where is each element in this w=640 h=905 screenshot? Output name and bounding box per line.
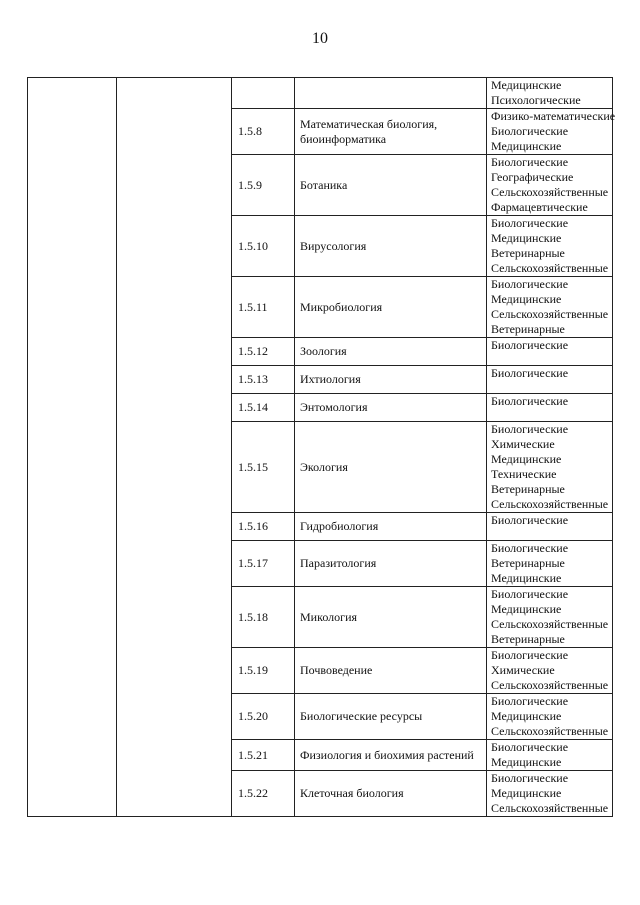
specialty-name: Почвоведение [295, 648, 487, 694]
science-branches [487, 513, 613, 541]
specialty-code: 1.5.10 [232, 216, 295, 277]
science-branches [487, 422, 613, 513]
specialty-code: 1.5.14 [232, 394, 295, 422]
science-branch: Медицинские [491, 755, 562, 769]
science-branch: Биологические [491, 422, 569, 436]
specialty-name: Микробиология [295, 277, 487, 338]
specialty-name: Энтомология [295, 394, 487, 422]
science-branch: Биологические [491, 155, 569, 169]
science-branch: Сельскохозяйственные [491, 724, 609, 738]
science-branch: Медицинские [491, 571, 562, 585]
table-body [28, 78, 616, 817]
science-branch: Ветеринарные [491, 556, 565, 570]
specialty-name: Микология [295, 587, 487, 648]
science-branch: Сельскохозяйственные [491, 307, 609, 321]
science-branch: Биологические [491, 338, 569, 352]
science-branches [487, 78, 613, 109]
specialty-code: 1.5.18 [232, 587, 295, 648]
science-branch: Медицинские [491, 292, 562, 306]
science-branch: Сельскохозяйственные [491, 497, 609, 511]
science-branches [487, 648, 613, 694]
specialty-code: 1.5.16 [232, 513, 295, 541]
science-branch: Биологические [491, 366, 569, 380]
science-branch: Сельскохозяйственные [491, 678, 609, 692]
science-branches [487, 771, 613, 817]
science-branches [487, 338, 613, 366]
science-branch: Биологические [491, 216, 569, 230]
science-branch: Медицинские [491, 709, 562, 723]
science-branches [487, 694, 613, 740]
page-number: 10 [312, 30, 328, 47]
specialty-name: Биологические ресурсы [295, 694, 487, 740]
science-branch: Медицинские [491, 139, 562, 153]
science-branch: Биологические [491, 394, 569, 408]
science-branches [487, 277, 613, 338]
specialty-name: Гидробиология [295, 513, 487, 541]
specialty-name: Ботаника [295, 155, 487, 216]
science-branch: Биологические [491, 541, 569, 555]
specialty-name: Физиология и биохимия растений [295, 740, 487, 771]
specialty-code: 1.5.15 [232, 422, 295, 513]
science-branch: Медицинские [491, 452, 562, 466]
science-branch: Медицинские [491, 602, 562, 616]
specialty-code: 1.5.19 [232, 648, 295, 694]
specialty-name [295, 78, 487, 109]
science-branches [487, 541, 613, 587]
science-branches [487, 155, 613, 216]
science-branches [487, 366, 613, 394]
specialty-code: 1.5.20 [232, 694, 295, 740]
science-branch: Географические [491, 170, 574, 184]
science-branch: Фармацевтические [491, 200, 588, 214]
science-branch: Ветеринарные [491, 322, 565, 336]
science-branch: Сельскохозяйственные [491, 617, 609, 631]
science-branch: Сельскохозяйственные [491, 801, 609, 815]
specialty-name: Экология [295, 422, 487, 513]
specialty-code: 1.5.13 [232, 366, 295, 394]
specialties-table [27, 77, 616, 817]
specialty-name: Клеточная биология [295, 771, 487, 817]
science-branch: Ветеринарные [491, 632, 565, 646]
science-branch: Технические [491, 467, 557, 481]
science-branches [487, 394, 613, 422]
specialty-code: 1.5.21 [232, 740, 295, 771]
specialty-code: 1.5.8 [232, 109, 295, 155]
specialty-code: 1.5.22 [232, 771, 295, 817]
science-branch: Медицинские [491, 231, 562, 245]
specialty-name: Математическая биология, биоинформатика [295, 109, 487, 155]
specialty-name: Зоология [295, 338, 487, 366]
specialty-code: 1.5.9 [232, 155, 295, 216]
science-branch: Психологические [491, 93, 581, 107]
science-branch: Медицинские [491, 786, 562, 800]
blank-column-1 [28, 78, 117, 817]
science-branch: Биологические [491, 740, 569, 754]
specialty-name: Вирусология [295, 216, 487, 277]
science-branch: Биологические [491, 587, 569, 601]
science-branches [487, 109, 616, 155]
table-row [28, 78, 613, 109]
specialty-code: 1.5.17 [232, 541, 295, 587]
science-branch: Ветеринарные [491, 482, 565, 496]
science-branch: Химические [491, 437, 555, 451]
specialty-code: 1.5.12 [232, 338, 295, 366]
science-branch: Биологические [491, 124, 569, 138]
science-branch: Биологические [491, 513, 569, 527]
science-branch: Сельскохозяйственные [491, 261, 609, 275]
science-branch: Ветеринарные [491, 246, 565, 260]
science-branch: Физико-математические [491, 109, 616, 123]
science-branch: Химические [491, 663, 555, 677]
science-branches [487, 740, 613, 771]
science-branch: Биологические [491, 277, 569, 291]
blank-column-2 [117, 78, 232, 817]
specialty-name: Паразитология [295, 541, 487, 587]
specialty-code [232, 78, 295, 109]
science-branches [487, 587, 613, 648]
science-branch: Сельскохозяйственные [491, 185, 609, 199]
science-branch: Биологические [491, 771, 569, 785]
specialty-code: 1.5.11 [232, 277, 295, 338]
science-branches [487, 216, 613, 277]
science-branch: Медицинские [491, 78, 562, 92]
science-branch: Биологические [491, 694, 569, 708]
specialty-name: Ихтиология [295, 366, 487, 394]
science-branch: Биологические [491, 648, 569, 662]
